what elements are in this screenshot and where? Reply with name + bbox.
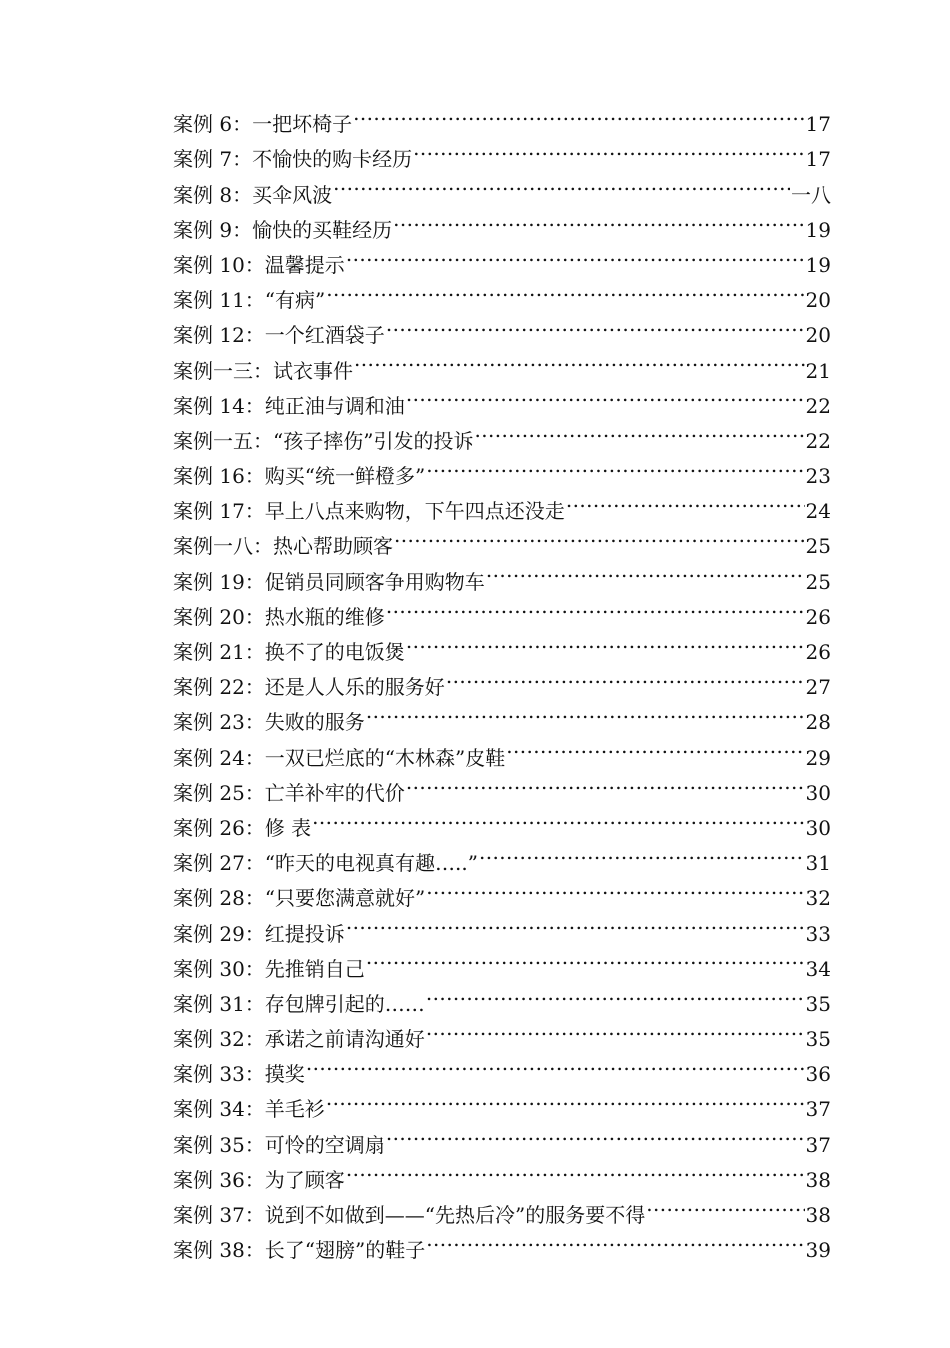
dot-leader	[426, 1011, 805, 1046]
toc-entry-page-number: 26	[805, 640, 831, 664]
toc-entry-title: 案例一五：“孩子摔伤”引发的投诉	[173, 428, 474, 453]
toc-entry-title: 案例 26：修 表	[173, 815, 312, 840]
toc-entry-page-number: 31	[805, 851, 831, 876]
toc-entry-title: 案例 14：纯正油与调和油	[173, 393, 405, 418]
toc-entry-title: 案例 25：亡羊补牢的代价	[173, 780, 405, 805]
toc-entry-page-number: 24	[805, 499, 831, 524]
dot-leader	[353, 96, 804, 131]
toc-entry-title: 案例 28：“只要您满意就好”	[173, 886, 426, 911]
toc-entry-page-number: 38	[805, 1167, 831, 1192]
toc-entry-title: 案例 9：愉快的买鞋经历	[173, 217, 393, 242]
dot-leader	[646, 1187, 804, 1222]
toc-entry-page-number: 19	[805, 217, 831, 242]
toc-entry-title: 案例 6：一把坏椅子	[173, 112, 353, 137]
toc-entry-title: 案例 29：红提投诉	[173, 921, 345, 946]
toc-entry-title: 案例 27：“昨天的电视真有趣…..”	[173, 851, 478, 876]
dot-leader	[393, 202, 804, 237]
toc-entry-page-number: 21	[805, 358, 831, 383]
toc-entry-title: 案例 21：换不了的电饭煲	[173, 640, 405, 664]
dot-leader	[394, 518, 805, 553]
toc-entry-title: 案例 19：促销员同顾客争用购物车	[173, 569, 485, 594]
toc-entry-page-number: 25	[805, 534, 831, 559]
dot-leader	[333, 166, 790, 201]
toc-entry-title: 案例 11：“有病”	[173, 288, 326, 313]
dot-leader	[354, 342, 805, 377]
toc-entry-page-number: 29	[805, 745, 831, 770]
toc-entry-title: 案例 10：温馨提示	[173, 252, 345, 277]
toc-entry-page-number: 35	[805, 991, 831, 1016]
toc-entry-page-number: 26	[805, 604, 831, 629]
dot-leader	[346, 1152, 805, 1187]
dot-leader	[346, 905, 805, 940]
toc-entry-title: 案例 16：购买“统一鲜橙多”	[173, 464, 426, 489]
toc-entry-title: 案例 17：早上八点来购物，下午四点还没走	[173, 499, 565, 524]
toc-entry-title: 案例 7：不愉快的购卡经历	[173, 147, 413, 172]
dot-leader	[566, 483, 805, 518]
toc-entry-page-number: 30	[805, 780, 831, 805]
toc-entry-page-number: 38	[805, 1203, 831, 1227]
toc-entry-page-number: 28	[805, 710, 831, 735]
toc-entry-page-number: 27	[805, 675, 831, 700]
toc-entry-page-number: 30	[805, 815, 831, 840]
toc-entry-title: 案例 30：先推销自己	[173, 956, 365, 981]
dot-leader	[426, 870, 804, 905]
toc-entry-title: 案例一三：试衣事件	[173, 358, 353, 383]
toc-entry-title: 案例 31：存包牌引起的……	[173, 991, 425, 1016]
dot-leader	[386, 307, 805, 342]
dot-leader	[426, 976, 805, 1011]
toc-entry-page-number: 37	[805, 1097, 831, 1122]
dot-leader	[413, 131, 804, 166]
toc-entry-page-number: 33	[805, 921, 831, 946]
dot-leader	[346, 237, 805, 272]
dot-leader	[386, 1116, 805, 1151]
dot-leader	[426, 448, 804, 483]
toc-entry-page-number: 34	[805, 956, 831, 981]
toc-entry-page-number: 32	[805, 886, 831, 911]
toc-entry-page-number: 17	[805, 112, 831, 137]
toc-entry-title: 案例 37：说到不如做到——“先热后冷”的服务要不得	[173, 1203, 646, 1227]
table-of-contents	[173, 96, 831, 1263]
dot-leader	[406, 624, 805, 659]
dot-leader	[312, 800, 804, 835]
toc-entry-title: 案例 12：一个红酒袋子	[173, 323, 385, 348]
dot-leader	[386, 589, 805, 624]
dot-leader	[366, 941, 805, 976]
toc-entry-title: 案例 24：一双已烂底的“木林森”皮鞋	[173, 745, 506, 770]
toc-entry-title: 案例 22：还是人人乐的服务好	[173, 675, 445, 700]
toc-entry-page-number: 17	[805, 147, 831, 172]
dot-leader	[306, 1046, 805, 1081]
toc-entry-page-number: 36	[805, 1062, 831, 1087]
dot-leader	[406, 378, 805, 413]
toc-entry-page-number: 23	[805, 464, 831, 489]
toc-entry-title: 案例 8：买伞风波	[173, 182, 333, 207]
toc-entry-page-number: 一八	[791, 182, 831, 207]
toc-entry-page-number: 22	[805, 393, 831, 418]
toc-entry-page-number: 19	[805, 252, 831, 277]
dot-leader	[479, 835, 805, 870]
dot-leader	[366, 694, 805, 729]
dot-leader	[326, 272, 804, 307]
dot-leader	[426, 1222, 804, 1257]
toc-entry-title: 案例 36：为了顾客	[173, 1167, 345, 1192]
toc-entry-title: 案例 34：羊毛衫	[173, 1097, 325, 1122]
toc-entry-title: 案例 33：摸奖	[173, 1062, 305, 1087]
toc-entry[interactable]	[173, 96, 831, 137]
dot-leader	[406, 765, 805, 800]
dot-leader	[506, 729, 804, 764]
toc-entry-title: 案例 35：可怜的空调扇	[173, 1132, 385, 1157]
toc-entry-page-number: 37	[805, 1132, 831, 1157]
toc-entry-title: 案例 20：热水瓶的维修	[173, 604, 385, 629]
toc-entry-title: 案例 38：长了“翅膀”的鞋子	[173, 1238, 426, 1263]
toc-entry-page-number: 22	[805, 428, 831, 453]
dot-leader	[474, 413, 804, 448]
toc-entry-page-number: 25	[805, 569, 831, 594]
dot-leader	[486, 553, 805, 588]
toc-entry-title: 案例一八：热心帮助顾客	[173, 534, 393, 559]
dot-leader	[326, 1081, 805, 1116]
toc-entry-page-number: 20	[805, 288, 831, 313]
toc-entry-page-number: 39	[805, 1238, 831, 1263]
toc-entry-page-number: 35	[805, 1027, 831, 1052]
dot-leader	[446, 659, 805, 694]
toc-entry-page-number: 20	[805, 323, 831, 348]
toc-entry-title: 案例 23：失败的服务	[173, 710, 365, 735]
toc-entry-title: 案例 32：承诺之前请沟通好	[173, 1027, 425, 1052]
